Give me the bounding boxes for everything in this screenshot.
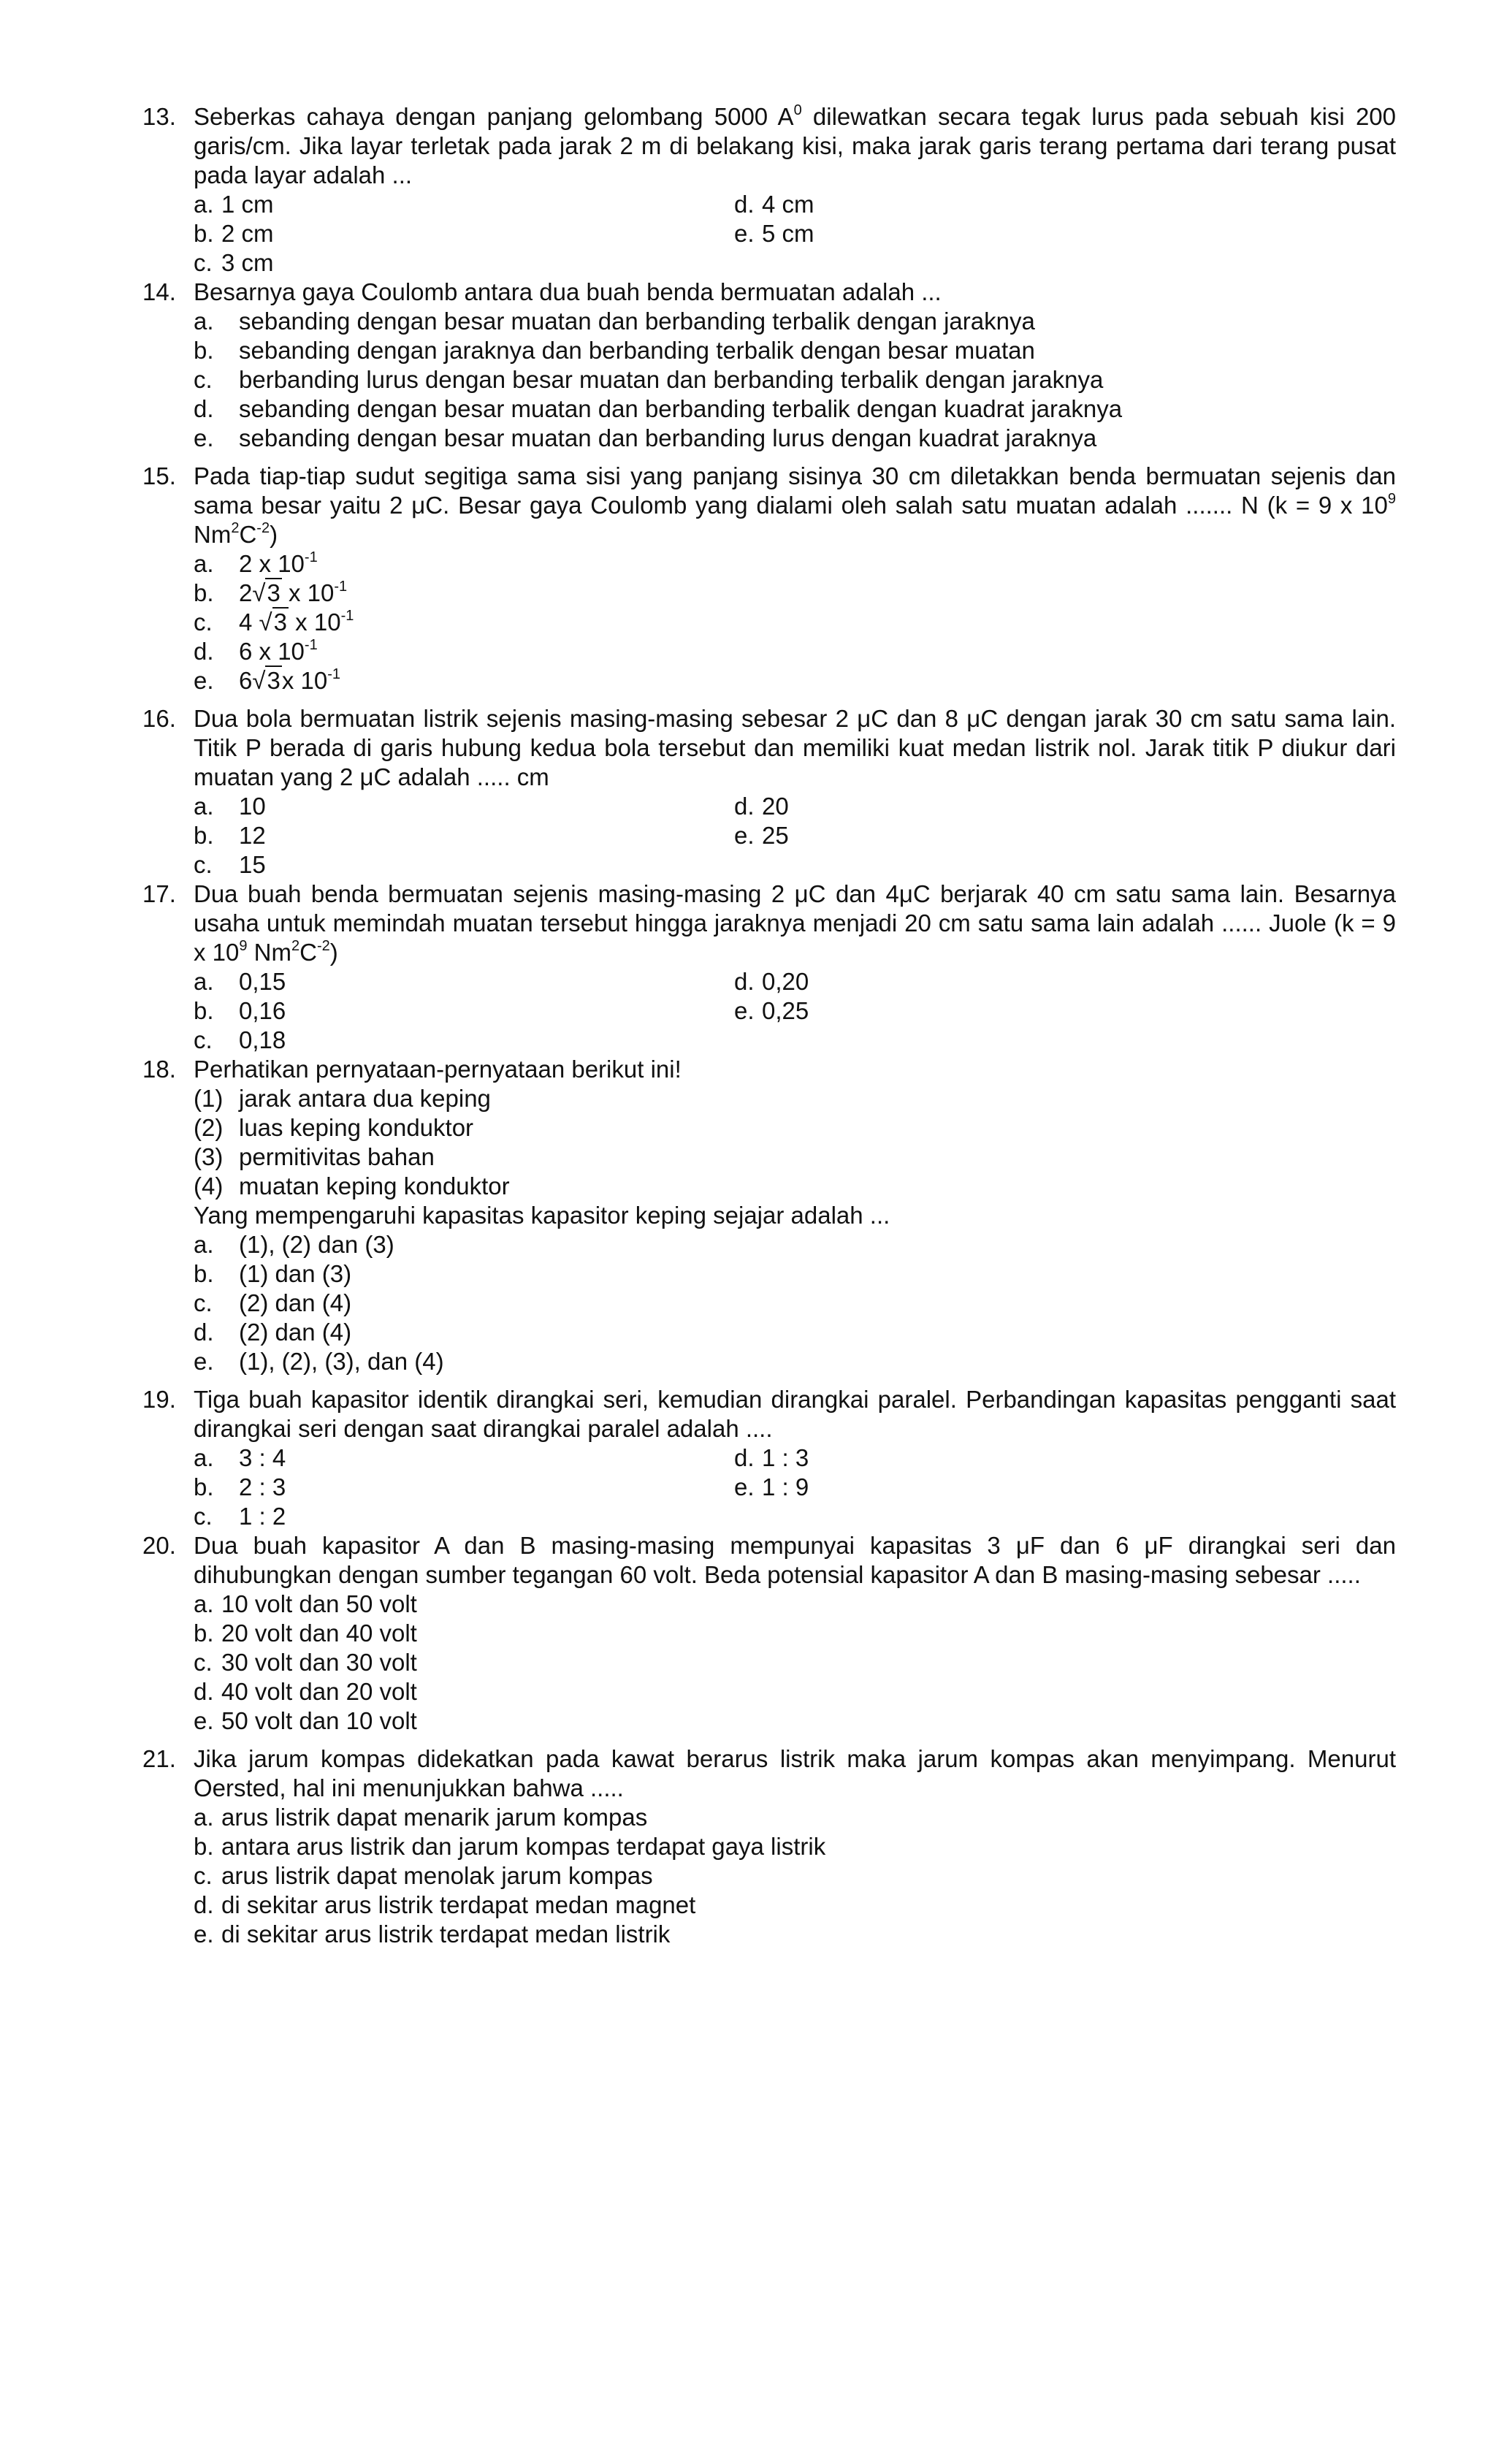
option-a[interactable]: a. sebanding dengan besar muatan dan berbanding terbalik dengan jaraknya <box>194 308 1035 335</box>
statement-item: (2) luas keping konduktor <box>194 1114 474 1141</box>
question-text: Besarnya gaya Coulomb antara dua buah benda bermuatan adalah ... <box>194 278 942 305</box>
question-18 <box>142 1055 1396 1376</box>
option-d[interactable]: d. (2) dan (4) <box>194 1319 352 1346</box>
option-d[interactable]: d. di sekitar arus listrik terdapat medan magnet <box>194 1891 696 1918</box>
option-c[interactable]: c. 3 cm <box>194 249 274 276</box>
option-e[interactable]: e. sebanding dengan besar muatan dan berbanding lurus dengan kuadrat jaraknya <box>194 424 1097 451</box>
option-a[interactable]: a. arus listrik dapat menarik jarum kompas <box>194 1804 648 1831</box>
sqrt-symbol: √3 <box>252 579 280 606</box>
question-text: Pada tiap-tiap sudut segitiga sama sisi yang panjang sisinya 30 cm diletakkan benda bermuatan sejenis dan sama besar yaitu 2 μC. Besar gaya Coulomb yang dialami oleh salah satu muatan adalah ....... N (k = 9 x $10^9$ $Nm^2C^{-2}$) <box>194 462 1396 548</box>
answer-options <box>194 1443 1396 1531</box>
option-d[interactable]: d. 40 volt dan 20 volt <box>194 1678 417 1705</box>
option-b[interactable]: b. (1) dan (3) <box>194 1260 352 1287</box>
option-e[interactable]: e. di sekitar arus listrik terdapat medan listrik <box>194 1921 671 1948</box>
question-15 <box>142 462 1396 695</box>
option-d[interactable]: d. sebanding dengan besar muatan dan berbanding terbalik dengan kuadrat jaraknya <box>194 395 1123 422</box>
sqrt-symbol: √3 <box>252 667 280 694</box>
option-e[interactable]: e. 50 volt dan 10 volt <box>194 1707 417 1734</box>
question-17 <box>142 880 1396 1055</box>
question-text: Seberkas cahaya dengan panjang gelombang 5000 $A^0$ dilewatkan secara tegak lurus pada sebuah kisi 200 garis/cm. Jika layar terletak pada jarak 2 m di belakang kisi, maka jarak garis terang pertama dari terang pusat pada layar adalah ... <box>194 102 1397 188</box>
option-b[interactable]: b. 20 volt dan 40 volt <box>194 1620 417 1647</box>
option-e[interactable]: e. 25 <box>734 822 789 849</box>
option-b[interactable]: b. 0,16 <box>194 997 286 1024</box>
question-number: 18. <box>142 1056 176 1083</box>
option-c[interactable]: c. 0,18 <box>194 1026 286 1053</box>
question-text: Tiga buah kapasitor identik dirangkai seri, kemudian dirangkai paralel. Perbandingan kapasitas pengganti saat dirangkai seri dengan saat dirangkai paralel adalah .... <box>194 1386 1396 1442</box>
question-number: 19. <box>142 1386 176 1413</box>
worksheet-page <box>142 102 1396 1949</box>
question-text: Dua buah benda bermuatan sejenis masing-masing 2 μC dan 4μC berjarak 40 cm satu sama lain. Besarnya usaha untuk memindah muatan tersebut hingga jaraknya menjadi 20 cm satu sama lain adalah ...... Juole (k = 9 x $10^9$ $Nm^2C^{-2}$) <box>194 880 1396 966</box>
question-14 <box>142 278 1396 453</box>
question-prompt: Yang mempengaruhi kapasitas kapasitor keping sejajar adalah ... <box>194 1202 890 1229</box>
option-e[interactable]: e. (1), (2), (3), dan (4) <box>194 1348 444 1375</box>
question-number: 20. <box>142 1532 176 1559</box>
statement-item: (3) permitivitas bahan <box>194 1143 435 1170</box>
option-a[interactable]: a. 2 x $10^{-1}$ <box>194 549 318 577</box>
option-a[interactable]: a. 10 volt dan 50 volt <box>194 1590 417 1617</box>
question-21 <box>142 1744 1396 1949</box>
question-13 <box>142 102 1396 278</box>
option-c[interactable]: c. 30 volt dan 30 volt <box>194 1649 417 1676</box>
option-b[interactable]: b. sebanding dengan jaraknya dan berbanding terbalik dengan besar muatan <box>194 337 1035 364</box>
answer-options <box>194 549 1396 695</box>
option-d[interactable]: d. 6 x $10^{-1}$ <box>194 637 318 665</box>
question-text: Perhatikan pernyataan-pernyataan berikut ini! <box>194 1056 682 1083</box>
option-d[interactable]: d. 4 cm <box>734 191 814 218</box>
option-c[interactable]: c. (2) dan (4) <box>194 1289 352 1316</box>
option-b[interactable]: b. 2 cm <box>194 220 274 247</box>
question-16 <box>142 704 1396 880</box>
option-c[interactable]: c. berbanding lurus dengan besar muatan dan berbanding terbalik dengan jaraknya <box>194 366 1104 393</box>
question-number: 16. <box>142 705 176 732</box>
option-b[interactable]: b. 2 : 3 <box>194 1473 286 1500</box>
question-number: 13. <box>142 103 176 130</box>
question-number: 17. <box>142 880 176 907</box>
question-number: 14. <box>142 278 176 305</box>
question-text: Dua buah kapasitor A dan B masing-masing mempunyai kapasitas 3 μF dan 6 μF dirangkai seri dan dihubungkan dengan sumber tegangan 60 volt. Beda potensial kapasitor A dan B masing-masing sebesar ..... <box>194 1532 1396 1588</box>
answer-options <box>194 1230 1396 1376</box>
question-19 <box>142 1385 1396 1531</box>
answer-options <box>194 792 1396 880</box>
option-c[interactable]: c. 15 <box>194 851 266 878</box>
statement-item: (1) jarak antara dua keping <box>194 1085 491 1112</box>
statement-list <box>194 1084 1396 1201</box>
option-a[interactable]: a. (1), (2) dan (3) <box>194 1231 394 1258</box>
option-e[interactable]: e. 1 : 9 <box>734 1473 809 1500</box>
option-e[interactable]: e. 5 cm <box>734 220 814 247</box>
option-d[interactable]: d. 0,20 <box>734 968 809 995</box>
option-c[interactable]: c. arus listrik dapat menolak jarum kompas <box>194 1862 653 1889</box>
option-a[interactable]: a. 1 cm <box>194 191 274 218</box>
option-a[interactable]: a. 10 <box>194 793 266 820</box>
answer-options <box>194 1803 1396 1949</box>
option-d[interactable]: d. 1 : 3 <box>734 1444 809 1471</box>
question-text: Jika jarum kompas didekatkan pada kawat berarus listrik maka jarum kompas akan menyimpang. Menurut Oersted, hal ini menunjukkan bahwa ..... <box>194 1745 1396 1801</box>
option-c[interactable]: c. 1 : 2 <box>194 1503 286 1530</box>
question-text: Dua bola bermuatan listrik sejenis masing-masing sebesar 2 μC dan 8 μC dengan jarak 30 cm satu sama lain. Titik P berada di garis hubung kedua bola tersebut dan memiliki kuat medan listrik nol. Jarak titik P diukur dari muatan yang 2 μC adalah ..... cm <box>194 705 1396 790</box>
option-b[interactable]: b. 2√3 x $10^{-1}$ <box>194 579 348 606</box>
option-b[interactable]: b. antara arus listrik dan jarum kompas terdapat gaya listrik <box>194 1833 826 1860</box>
sqrt-symbol: √3 <box>259 609 288 636</box>
option-a[interactable]: a. 3 : 4 <box>194 1444 286 1471</box>
option-e[interactable]: e. 0,25 <box>734 997 809 1024</box>
question-number: 21. <box>142 1745 176 1772</box>
answer-options <box>194 190 1396 278</box>
option-a[interactable]: a. 0,15 <box>194 968 286 995</box>
answer-options <box>194 307 1396 453</box>
answer-options <box>194 1590 1396 1736</box>
option-d[interactable]: d. 20 <box>734 793 789 820</box>
question-20 <box>142 1531 1396 1736</box>
statement-item: (4) muatan keping konduktor <box>194 1172 510 1199</box>
option-b[interactable]: b. 12 <box>194 822 266 849</box>
answer-options <box>194 967 1396 1055</box>
option-e[interactable]: e. 6√3x $10^{-1}$ <box>194 666 341 694</box>
option-c[interactable]: c. 4 √3 x $10^{-1}$ <box>194 608 354 636</box>
question-number: 15. <box>142 462 176 489</box>
